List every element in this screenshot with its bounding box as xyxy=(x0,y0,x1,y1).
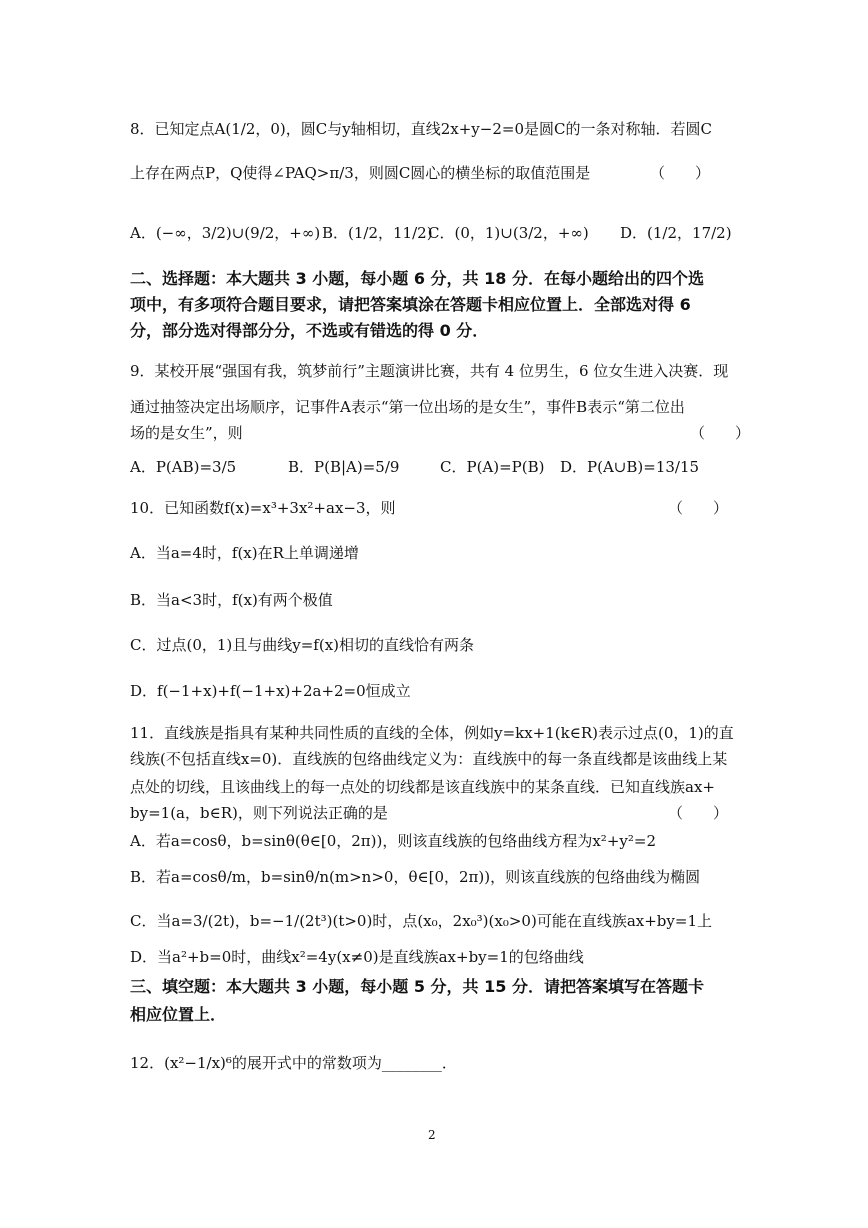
q9-answer-paren: （ ） xyxy=(690,424,751,442)
q9-option-a: A．P(AB)=3/5 xyxy=(130,458,237,476)
q11-option-b: B．若a=cosθ/m，b=sinθ/n(m>n>0，θ∈[0，2π))，则该直线族的包络曲线为椭圆 xyxy=(130,868,701,886)
q11-option-a: A．若a=cosθ，b=sinθ(θ∈[0，2π))，则该直线族的包络曲线方程为x²+y²=2 xyxy=(130,832,656,850)
q11-stem-line3: 点处的切线，且该曲线上的每一点处的切线都是该直线族中的某条直线．已知直线族ax+ xyxy=(130,778,715,796)
q11-option-c: C．当a=3/(2t)，b=−1/(2t³)(t>0)时，点(x₀，2x₀³)(x₀>0)可能在直线族ax+by=1上 xyxy=(130,912,712,930)
q9-option-c: C．P(A)=P(B) xyxy=(440,458,545,476)
q9-stem-line3: 场的是女生”，则 xyxy=(130,424,243,442)
q11-stem-line1: 11．直线族是指具有某种共同性质的直线的全体，例如y=kx+1(k∈R)表示过点(0，1)的直 xyxy=(130,724,734,742)
q10-option-a: A．当a=4时，f(x)在R上单调递增 xyxy=(130,544,359,562)
q8-stem-line1: 8．已知定点A(1/2，0)，圆C与y轴相切，直线2x+y−2=0是圆C的一条对称轴．若圆C xyxy=(130,120,712,138)
q10-stem: 10．已知函数f(x)=x³+3x²+ax−3，则 xyxy=(130,499,396,517)
q9-option-d: D．P(A∪B)=13/15 xyxy=(560,458,700,476)
q12-stem: 12．(x²−1/x)⁶的展开式中的常数项为________． xyxy=(130,1054,457,1072)
q8-answer-paren: （ ） xyxy=(650,164,711,182)
section2-heading-line2: 项中，有多项符合题目要求，请把答案填涂在答题卡相应位置上．全部选对得 6 xyxy=(130,295,691,314)
q10-option-b: B．当a<3时，f(x)有两个极值 xyxy=(130,591,333,609)
q9-stem-line1: 9．某校开展“强国有我，筑梦前行”主题演讲比赛，共有 4 位男生，6 位女生进入决赛．现 xyxy=(130,362,729,380)
page-number: 2 xyxy=(428,1128,436,1142)
section3-heading-line1: 三、填空题：本大题共 3 小题，每小题 5 分，共 15 分．请把答案填写在答题卡 xyxy=(130,977,704,996)
section2-heading-line1: 二、选择题：本大题共 3 小题，每小题 6 分，共 18 分．在每小题给出的四个选 xyxy=(130,269,704,288)
q10-option-c: C．过点(0，1)且与曲线y=f(x)相切的直线恰有两条 xyxy=(130,636,475,654)
q8-option-d: D．(1/2，17/2) xyxy=(620,224,732,242)
section3-heading-line2: 相应位置上． xyxy=(130,1005,227,1024)
q10-answer-paren: （ ） xyxy=(668,499,729,517)
q11-stem-line4: by=1(a，b∈R)，则下列说法正确的是 xyxy=(130,804,388,822)
q9-option-b: B．P(B|A)=5/9 xyxy=(288,458,400,476)
q10-option-d: D．f(−1+x)+f(−1+x)+2a+2=0恒成立 xyxy=(130,682,411,700)
q8-option-c: C．(0，1)∪(3/2，+∞) xyxy=(428,224,589,242)
q8-stem-line2: 上存在两点P，Q使得∠PAQ>π/3，则圆C圆心的横坐标的取值范围是 xyxy=(130,164,591,182)
section2-heading-line3: 分，部分选对得部分分，不选或有错选的得 0 分． xyxy=(130,321,489,340)
q8-option-a: A．(−∞，3/2)∪(9/2，+∞) xyxy=(130,224,321,242)
q11-option-d: D．当a²+b=0时，曲线x²=4y(x≠0)是直线族ax+by=1的包络曲线 xyxy=(130,948,584,966)
q11-stem-line2: 线族(不包括直线x=0)．直线族的包络曲线定义为：直线族中的每一条直线都是该曲线上某 xyxy=(130,750,728,768)
q11-answer-paren: （ ） xyxy=(668,804,729,822)
q9-stem-line2: 通过抽签决定出场顺序，记事件A表示“第一位出场的是女生”，事件B表示“第二位出 xyxy=(130,398,685,416)
q8-option-b: B．(1/2，11/2) xyxy=(322,224,433,242)
